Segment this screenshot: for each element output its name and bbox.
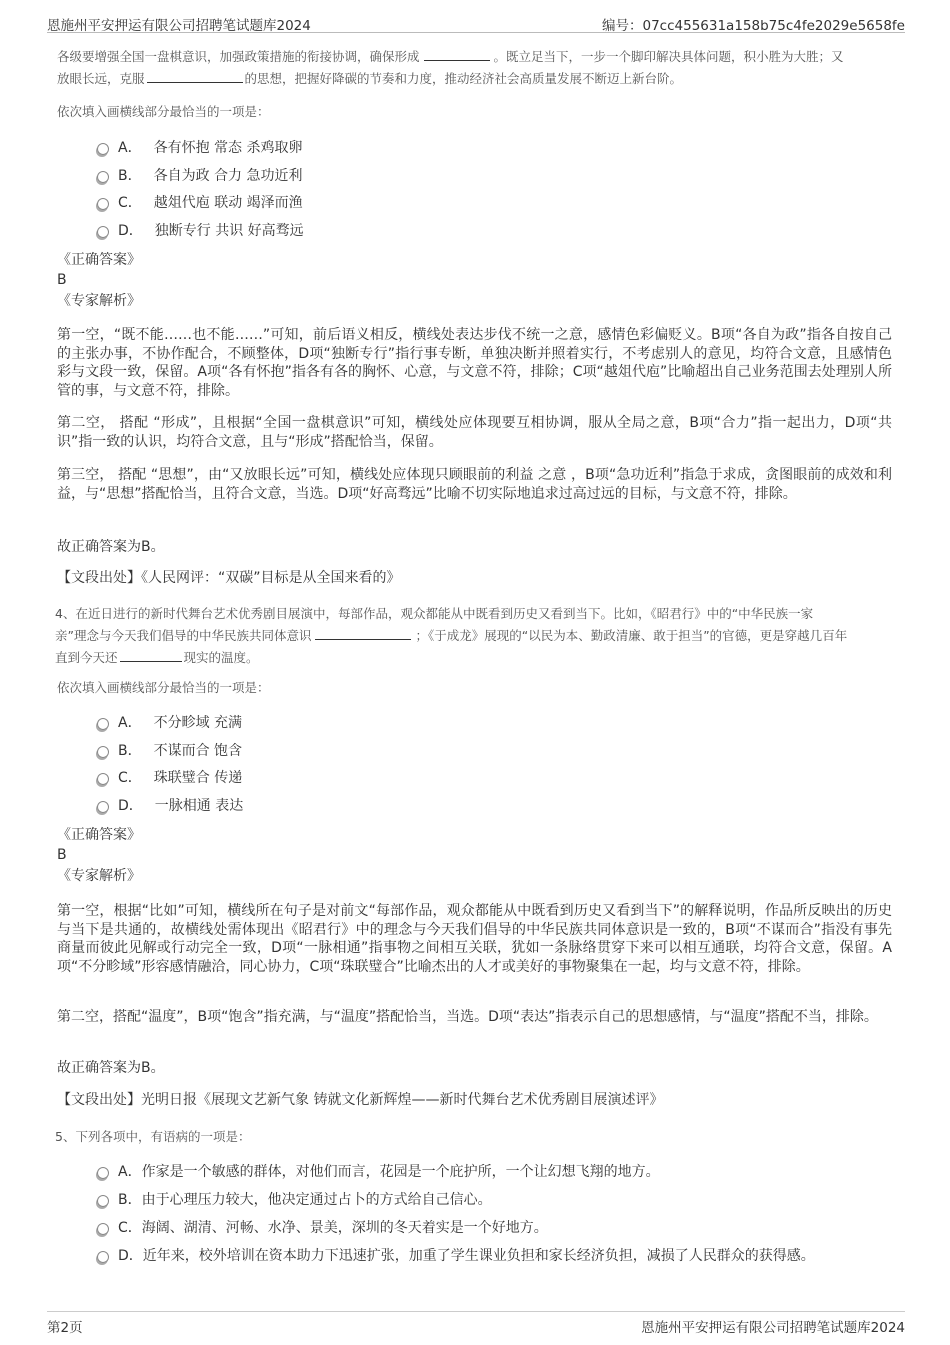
footer-title: 恩施州平安押运有限公司招聘笔试题库2024	[641, 1320, 905, 1336]
q3-intro-2a: 放眼长远，克服	[57, 71, 145, 86]
q4-analysis-p2: 第二空，搭配“温度”，B项“饱含”指充满，与“温度”搭配恰当，当选。D项“表达”指表示自己的思想感情，与“温度”搭配不当，排除。	[57, 1009, 878, 1025]
q5-option-d[interactable]: D．近年来，校外培训在资本助力下迅速扩张，加重了学生课业负担和家长经济负担，减损了人民群众的获得感。	[97, 1246, 815, 1266]
q4-option-b[interactable]: B． 不谋而合 饱含	[97, 741, 242, 761]
q5-option-a[interactable]: A．作家是一个敏感的群体，对他们而言，花园是一个庇护所，一个让幻想飞翔的地方。	[97, 1162, 660, 1182]
radio-icon[interactable]	[97, 1223, 109, 1235]
header-title: 恩施州平安押运有限公司招聘笔试题库2024	[47, 18, 311, 34]
q3-analysis-p1: 第一空，“既不能……也不能……”可知，前后语义相反，横线处表达步伐不统一之意，感情色彩偏贬义。B项“各自为政”指各自按自己的主张办事，不协作配合，不顾整体，D项“独断专行”指行事专断，单独决断并照着实行，不考虑别人的意见，均符合文意，且感情色彩与文段一致，保留。A项“各有怀抱”指各有各的胸怀、心意，与文意不符，排除；C项“越俎代庖”比喻超出自己业务范围去处理别人所管的事，与文意不符，排除。	[57, 327, 892, 399]
page-footer	[47, 1311, 905, 1336]
q3-source: 【文段出处】《人民网评：“双碳”目标是从全国来看的》	[57, 570, 401, 586]
q3-analysis-label: 《专家解析》	[57, 293, 141, 309]
q3-option-b[interactable]: B． 各自为政 合力 急功近利	[97, 166, 303, 186]
q4-option-c[interactable]: C． 珠联璧合 传递	[97, 768, 242, 788]
code-label: 编号：	[602, 18, 643, 34]
q3-prompt: 依次填入画横线部分最恰当的一项是：	[57, 104, 270, 119]
q4-conclusion: 故正确答案为B。	[57, 1060, 165, 1076]
q3-intro-1b: 。既立足当下，一步一个脚印解决具体问题，积小胜为大胜；又	[493, 49, 844, 64]
blank-1	[424, 47, 490, 61]
q4-answer-label: 《正确答案》	[57, 827, 141, 843]
q4-analysis-p1: 第一空，根据“比如”可知，横线所在句子是对前文“每部作品，观众都能从中既看到历史又看到当下”的解释说明，作品所反映出的历史与当下是共通的，故横线处需体现出《昭君行》中的理念与今天我们倡导的中华民族共同体意识是一致的，B项“不谋而合”指没有事先商量而彼此见解或行动完全一致，D项“一脉相通”指事物之间相互关联，犹如一条脉络贯穿下来可以相互通联，均符合文意，保留。A项“不分畛域”形容感情融洽，同心协力，C项“珠联璧合”比喻杰出的人才或美好的事物聚集在一起，均与文意不符，排除。	[57, 903, 892, 975]
page-header	[47, 10, 905, 33]
q3-analysis-p2: 第二空， 搭配 “形成”，且根据“全国一盘棋意识”可知，横线处应体现要互相协调，服从全局之意，B项“合力”指一起出力，D项“共识”指一致的认识，均符合文意，且与“形成”搭配恰当，保留。	[57, 415, 892, 450]
q3-answer-label: 《正确答案》	[57, 252, 141, 268]
radio-icon[interactable]	[97, 1167, 109, 1179]
q3-option-a[interactable]: A． 各有怀抱 常态 杀鸡取卵	[97, 138, 302, 158]
radio-icon[interactable]	[97, 226, 109, 238]
radio-icon[interactable]	[97, 143, 109, 155]
blank-3	[315, 626, 411, 640]
radio-icon[interactable]	[97, 718, 109, 730]
radio-icon[interactable]	[97, 1195, 109, 1207]
radio-icon[interactable]	[97, 773, 109, 785]
q3-answer: B	[57, 272, 67, 288]
radio-icon[interactable]	[97, 1251, 109, 1263]
q3-analysis-p3: 第三空， 搭配 “思想”，由“又放眼长远”可知，横线处应体现只顾眼前的利益 之意 ，B项“急功近利”指急于求成，贪图眼前的成效和利益，与“思想”搭配恰当，且符合文意，当选。D项“好高骛远”比喻不切实际地追求过高过远的目标，与文意不符，排除。	[57, 467, 892, 502]
q3-option-c[interactable]: C． 越俎代庖 联动 竭泽而渔	[97, 193, 303, 213]
q4-prompt: 依次填入画横线部分最恰当的一项是：	[57, 680, 270, 695]
document-code	[602, 14, 905, 34]
radio-icon[interactable]	[97, 746, 109, 758]
radio-icon[interactable]	[97, 171, 109, 183]
q4-answer: B	[57, 847, 67, 863]
q5-option-c[interactable]: C．海阔、湖清、河畅、水净、景美，深圳的冬天着实是一个好地方。	[97, 1218, 548, 1238]
q3-conclusion: 故正确答案为B。	[57, 539, 165, 555]
blank-2	[147, 69, 243, 83]
q3-option-d[interactable]: D． 独断专行 共识 好高骛远	[97, 221, 304, 241]
q3-intro-2b: 的思想，把握好降碳的节奏和力度，推动经济社会高质量发展不断迈上新台阶。	[244, 71, 683, 86]
q3-intro	[57, 46, 890, 90]
page-number: 第2页	[47, 1320, 83, 1336]
q4-option-d[interactable]: D． 一脉相通 表达	[97, 796, 243, 816]
q3-intro-1a: 各级要增强全国一盘棋意识，加强政策措施的衔接协调，确保形成	[57, 49, 420, 64]
radio-icon[interactable]	[97, 198, 109, 210]
code-value: 07cc455631a158b75c4fe2029e5658fe	[642, 18, 905, 34]
q5-intro: 5、下列各项中，有语病的一项是：	[55, 1129, 251, 1144]
q4-analysis-label: 《专家解析》	[57, 868, 141, 884]
q4-option-a[interactable]: A． 不分畛域 充满	[97, 713, 242, 733]
q4-source: 【文段出处】光明日报《展现文艺新气象 铸就文化新辉煌——新时代舞台艺术优秀剧目展演述评》	[57, 1092, 664, 1108]
q4-intro: 4、在近日进行的新时代舞台艺术优秀剧目展演中，每部作品，观众都能从中既看到历史又看到当下。比如，《昭君行》中的“中华民族一家 亲”理念与今天我们倡导的中华民族共同体意识 ；《于成龙》展现的“以民为本、勤政清廉、敢于担当”的官德，更是穿越几百年 直到今天还 现实的温度。	[55, 606, 848, 665]
blank-4	[120, 648, 182, 662]
radio-icon[interactable]	[97, 801, 109, 813]
q5-option-b[interactable]: B．由于心理压力较大，他决定通过占卜的方式给自己信心。	[97, 1190, 492, 1210]
